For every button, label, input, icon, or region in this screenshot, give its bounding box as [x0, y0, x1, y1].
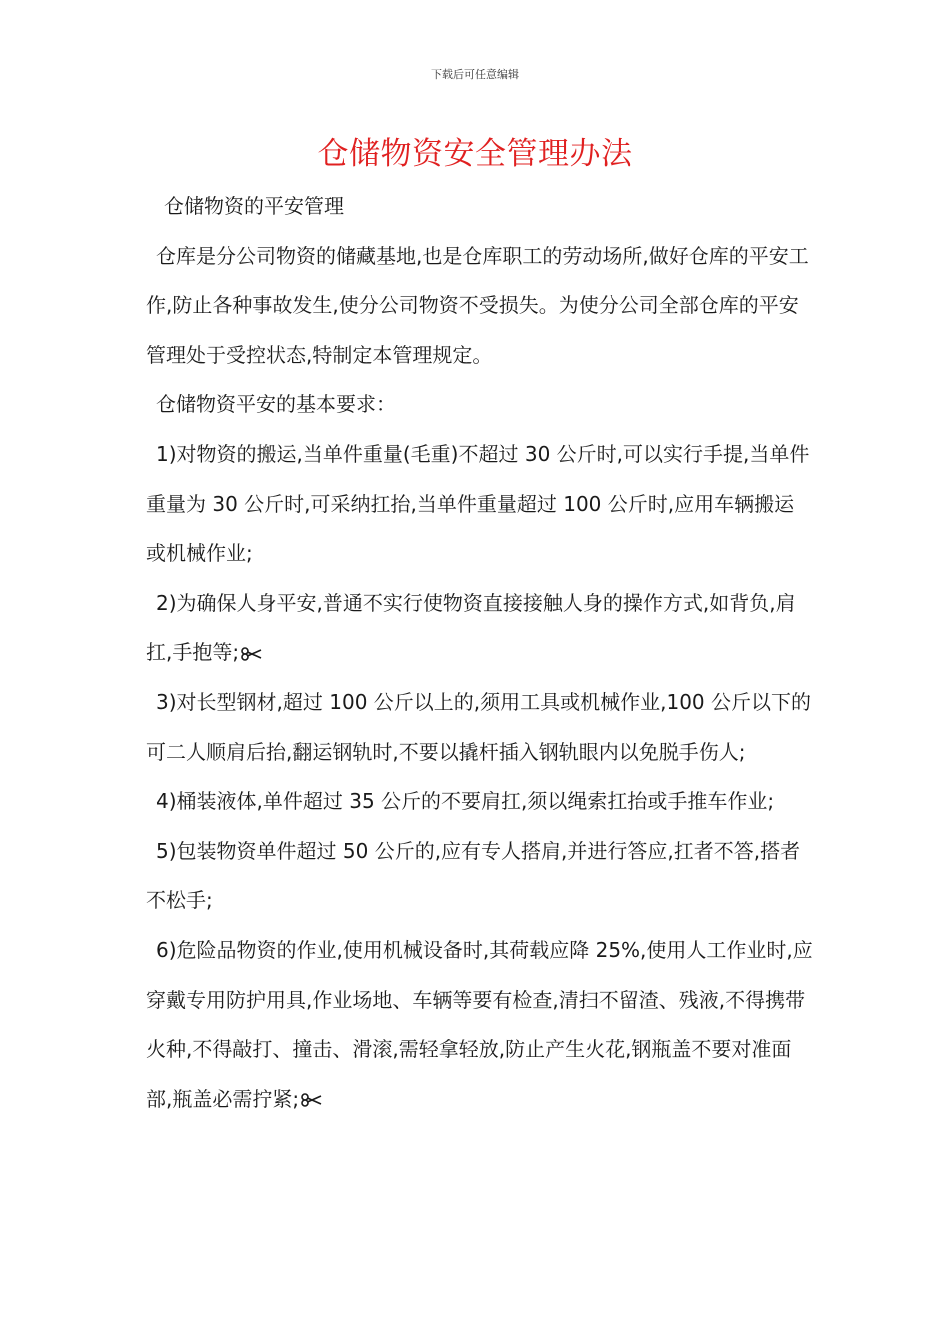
- requirement-item-2: 2)为确保人身平安,普通不实行使物资直接接触人身的操作方式,如背负,肩扛,手抱等;: [146, 590, 796, 665]
- section-subtitle: 仓储物资的平安管理: [164, 194, 344, 218]
- requirements-heading: 仓储物资平安的基本要求：: [156, 392, 396, 417]
- scissors-glyph-icon: [241, 647, 263, 661]
- requirement-item-1: 1)对物资的搬运,当单件重量(毛重)不超过 30 公斤时,可以实行手提,当单件重量为 30 公斤时,可采纳扛抬,当单件重量超过 100 公斤时,应用车辆搬运或机械作业;: [146, 441, 810, 566]
- requirement-item-3: 3)对长型钢材,超过 100 公斤以上的,须用工具或机械作业,100 公斤以下的可二人顺肩后抬,翻运钢轨时,不要以撬杆插入钢轨眼内以免脱手伤人;: [146, 689, 812, 764]
- document-body: [146, 182, 814, 1124]
- scissors-glyph-icon: [301, 1093, 323, 1107]
- requirement-item-4: 4)桶装液体,单件超过 35 公斤的不要肩扛,须以绳索扛抬或手推车作业;: [156, 789, 775, 814]
- header-note: 下载后可任意编辑: [431, 68, 519, 81]
- document-title: 仓储物资安全管理办法: [317, 136, 633, 172]
- requirement-item-5: 5)包装物资单件超过 50 公斤的,应有专人搭肩,并进行答应,扛者不答,搭者不松手;: [146, 838, 801, 913]
- intro-paragraph: 仓库是分公司物资的储藏基地,也是仓库职工的劳动场所,做好仓库的平安工作,防止各种事故发生,使分公司物资不受损失。为使分公司全部仓库的平安管理处于受控状态,特制定本管理规定。: [146, 243, 809, 367]
- requirement-item-6: 6)危险品物资的作业,使用机械设备时,其荷载应降 25%,使用人工作业时,应穿戴专用防护用具,作业场地、车辆等要有检查,清扫不留渣、残液,不得携带火种,不得敲打、撞击、滑滚,需轻拿轻放,防止产生火花,钢瓶盖不要对准面部,瓶盖必需拧紧;: [146, 937, 813, 1111]
